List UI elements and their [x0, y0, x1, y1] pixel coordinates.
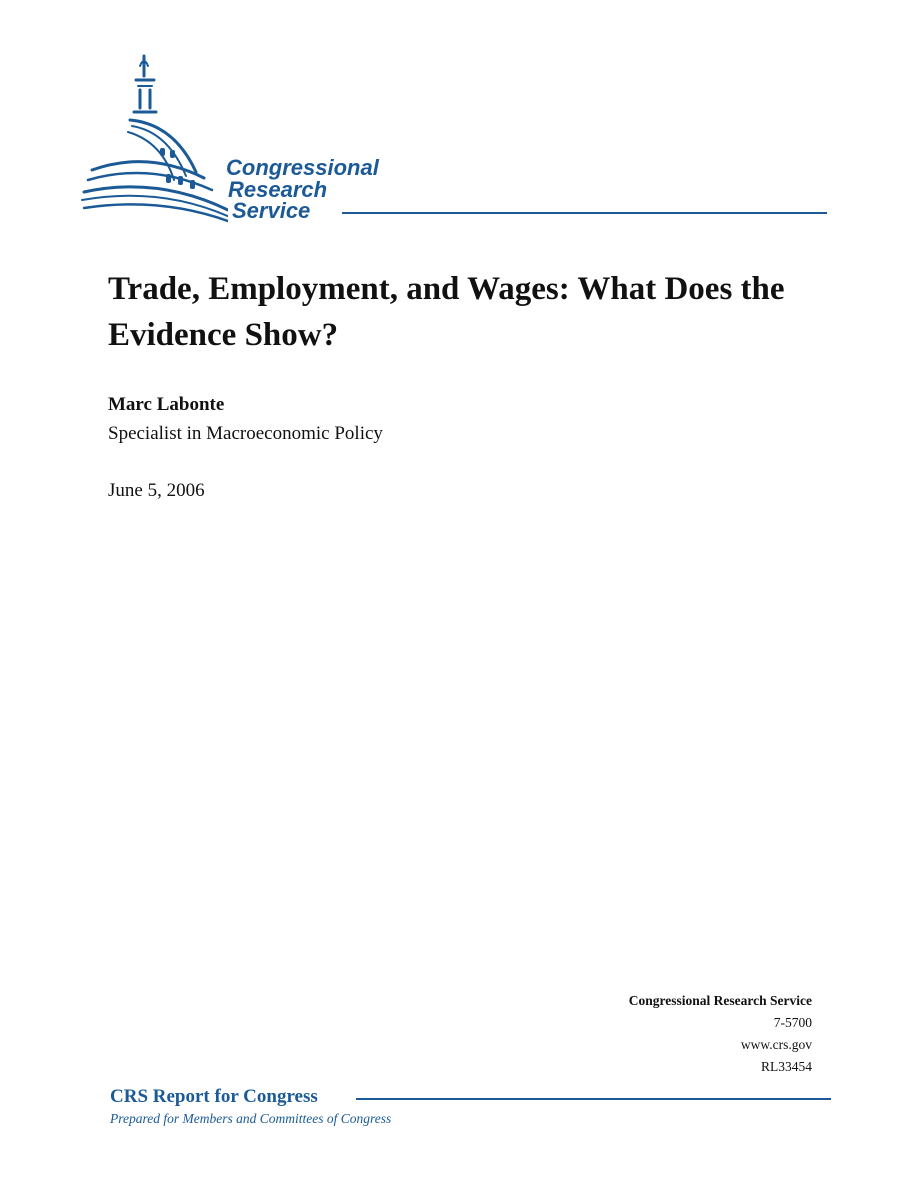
footer-divider — [356, 1098, 831, 1100]
crs-code: 7-5700 — [773, 1015, 812, 1030]
author-title: Specialist in Macroeconomic Policy — [108, 423, 383, 444]
logo-line-congressional: Congressional — [226, 155, 379, 180]
crs-logo — [78, 52, 838, 227]
report-date: June 5, 2006 — [108, 480, 205, 501]
crs-website: www.crs.gov — [740, 1037, 812, 1052]
footer-title: CRS Report for Congress — [110, 1086, 318, 1107]
report-title: Trade, Employment, and Wages: What Does the Evidence Show? — [108, 271, 785, 353]
logo-line-service: Service — [232, 198, 311, 223]
report-number: RL33454 — [760, 1059, 812, 1074]
crs-info-block — [629, 990, 812, 1078]
footer-subtitle: Prepared for Members and Committees of Congress — [110, 1111, 392, 1126]
logo-line-research: Research — [228, 177, 328, 202]
logo-divider — [342, 212, 827, 214]
capitol-dome-icon — [78, 52, 228, 227]
author-name: Marc Labonte — [108, 394, 225, 415]
crs-organization: Congressional Research Service — [628, 993, 812, 1008]
